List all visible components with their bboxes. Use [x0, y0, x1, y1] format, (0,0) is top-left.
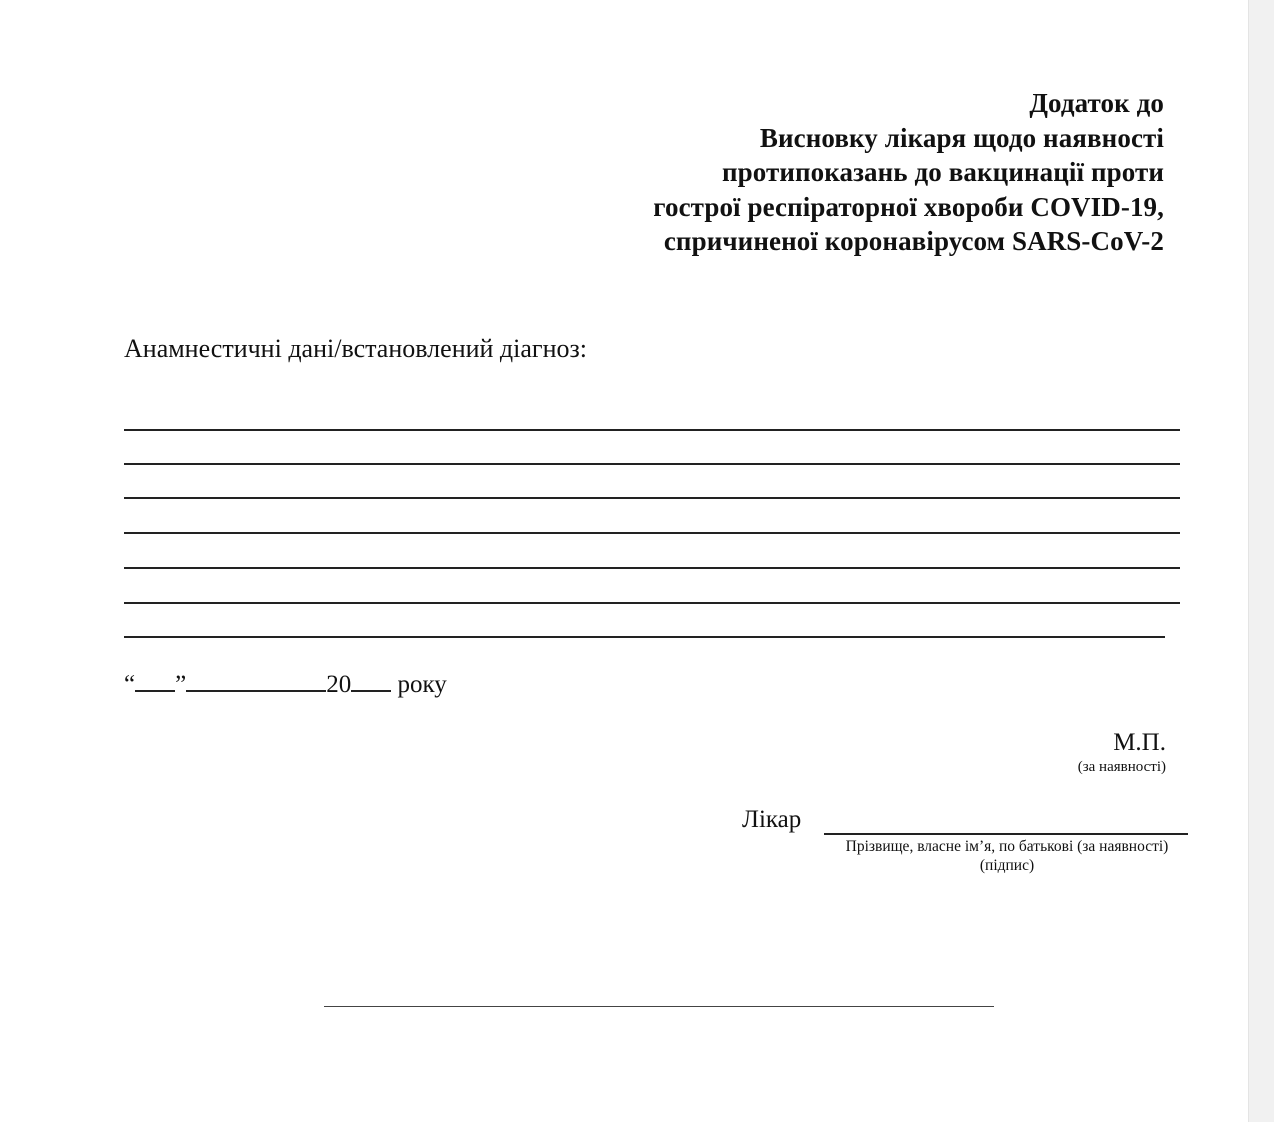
doctor-caption — [824, 837, 1190, 875]
date-open-quote: “ — [124, 671, 136, 698]
header-line-4: гострої респіраторної хвороби COVID-19, — [653, 191, 1164, 222]
viewer-scroll-strip[interactable] — [1248, 0, 1274, 1122]
anamnesis-line-5[interactable] — [124, 567, 1180, 569]
day-blank[interactable] — [135, 668, 175, 692]
month-blank[interactable] — [186, 668, 326, 692]
appendix-header — [653, 86, 1164, 259]
year-blank[interactable] — [351, 668, 391, 692]
header-line-2: Висновку лікаря щодо наявності — [759, 122, 1164, 153]
bottom-blank-line[interactable] — [324, 1006, 994, 1007]
header-line-3: протипоказань до вакцинації проти — [721, 157, 1164, 187]
anamnesis-line-7[interactable] — [124, 636, 1165, 638]
doctor-label: Лікар — [742, 806, 802, 833]
header-line-1: Додаток до — [1029, 88, 1164, 118]
header-line-5: спричиненої коронавірусом SARS-CoV-2 — [663, 226, 1164, 256]
date-century: 20 — [326, 671, 352, 698]
stamp-note: (за наявності) — [1077, 759, 1166, 775]
doctor-caption-signature: (підпис) — [979, 857, 1035, 874]
anamnesis-line-6[interactable] — [124, 602, 1180, 604]
date-close-quote: ” — [175, 671, 187, 698]
doctor-caption-name: Прізвище, власне ім’я, по батькові (за наявності) — [845, 838, 1169, 855]
stamp-label: М.П. — [1113, 729, 1166, 756]
anamnesis-line-2[interactable] — [124, 463, 1180, 465]
anamnesis-label: Анамнестичні дані/встановлений діагноз: — [124, 334, 587, 363]
year-word: року — [397, 671, 447, 698]
date-field — [124, 668, 447, 699]
stamp-block — [1078, 728, 1166, 776]
anamnesis-line-1[interactable] — [124, 429, 1180, 431]
anamnesis-line-4[interactable] — [124, 532, 1180, 534]
anamnesis-line-3[interactable] — [124, 497, 1180, 499]
doctor-signature-line[interactable] — [824, 833, 1188, 835]
